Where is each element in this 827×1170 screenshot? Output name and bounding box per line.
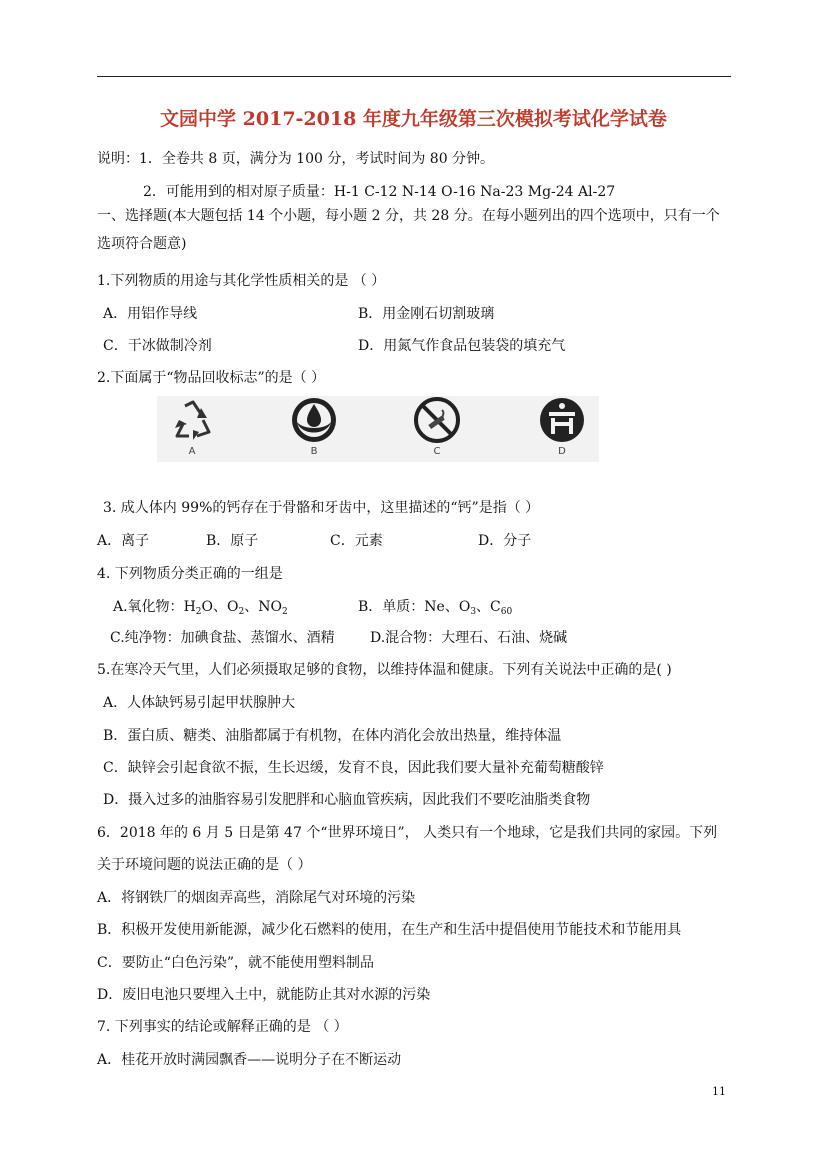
header-rule bbox=[97, 76, 731, 77]
question-3-option-d: D．分子 bbox=[478, 533, 532, 549]
question-4-stem: 4. 下列物质分类正确的一组是 bbox=[97, 566, 283, 582]
question-1-stem: 1.下列物质的用途与其化学性质相关的是 （ ） bbox=[97, 273, 386, 289]
question-7-option-a: A．桂花开放时满园飘香——说明分子在不断运动 bbox=[97, 1052, 402, 1068]
question-6-option-d: D．废旧电池只要埋入土中，就能防止其对水源的污染 bbox=[97, 987, 431, 1003]
question-3-option-b: B．原子 bbox=[206, 533, 259, 549]
question-4-option-a: A.氧化物：$H_2O$、$O_2$、$NO_2$ bbox=[113, 599, 288, 617]
notes-line-2: 2．可能用到的相对原子质量：H-1 C-12 N-14 O-16 Na-23 Mg-24 Al-27 bbox=[143, 184, 616, 200]
question-6-stem-line-2: 关于环境问题的说法正确的是（ ） bbox=[97, 857, 312, 873]
question-1-option-a: A．用铝作导线 bbox=[103, 306, 198, 322]
question-6-option-a: A．将钢铁厂的烟囱弄高些，消除尾气对环境的污染 bbox=[97, 890, 416, 906]
question-7-stem: 7. 下列事实的结论或解释正确的是 （ ） bbox=[97, 1019, 348, 1035]
symbol-label-d: D bbox=[558, 446, 566, 457]
question-6-stem-line-1: 6．2018 年的 6 月 5 日是第 47 个“世界环境日”， 人类只有一个地球，它是我们共同的家园。下列 bbox=[97, 825, 718, 841]
question-5-option-a: A．人体缺钙易引起甲状腺肿大 bbox=[103, 695, 296, 711]
question-3-option-c: C．元素 bbox=[330, 533, 383, 549]
water-saving-icon bbox=[279, 396, 349, 462]
question-4-option-d: D.混合物：大理石、石油、烧碱 bbox=[370, 630, 568, 646]
symbol-label-b: B bbox=[310, 446, 318, 457]
question-2-symbols bbox=[157, 396, 599, 462]
question-1-option-d: D．用氮气作食品包装袋的填充气 bbox=[358, 338, 566, 354]
question-5-option-c: C．缺锌会引起食欲不振，生长迟缓，发育不良，因此我们要大量补充葡萄糖酸锌 bbox=[103, 760, 604, 776]
question-6-option-b: B．积极开发使用新能源，减少化石燃料的使用，在生产和生活中提倡使用节能技术和节能用具 bbox=[97, 922, 682, 938]
symbol-label-a: A bbox=[188, 446, 196, 457]
question-5-option-b: B．蛋白质、糖类、油脂都属于有机物，在体内消化会放出热量，维持体温 bbox=[103, 728, 562, 744]
section-heading-line-1: 一、选择题(本大题包括 14 个小题，每小题 2 分，共 28 分。在每小题列出的四个选项中，只有一个 bbox=[97, 208, 720, 224]
question-4-option-c: C.纯净物：加碘食盐、蒸馏水、酒精 bbox=[110, 630, 335, 646]
page-number: 11 bbox=[712, 1085, 726, 1098]
question-5-stem: 5.在寒冷天气里，人们必须摄取足够的食物，以维持体温和健康。下列有关说法中正确的是( ) bbox=[97, 662, 672, 678]
no-smoking-icon bbox=[402, 396, 472, 462]
question-4-option-b: B．单质：Ne、$O_3$、$C_{60}$ bbox=[358, 599, 513, 617]
notes-line-1: 说明：1．全卷共 8 页，满分为 100 分，考试时间为 80 分钟。 bbox=[97, 151, 495, 167]
question-3-stem: 3. 成人体内 99%的钙存在于骨骼和牙齿中，这里描述的“钙”是指（ ） bbox=[103, 500, 540, 516]
question-2-stem: 2.下面属于“物品回收标志”的是（ ） bbox=[97, 370, 326, 386]
question-1-option-b: B．用金刚石切割玻璃 bbox=[358, 306, 495, 322]
section-heading-line-2: 选项符合题意) bbox=[97, 236, 187, 252]
symbol-label-c: C bbox=[433, 446, 441, 457]
energy-label-icon bbox=[527, 396, 597, 462]
question-3-option-a: A．离子 bbox=[97, 533, 150, 549]
page-title: 文园中学 2017-2018 年度九年级第三次模拟考试化学试卷 bbox=[160, 108, 667, 130]
question-5-option-d: D．摄入过多的油脂容易引发肥胖和心脑血管疾病，因此我们不要吃油脂类食物 bbox=[103, 792, 591, 808]
recycle-icon bbox=[157, 396, 227, 462]
question-1-option-c: C．干冰做制冷剂 bbox=[103, 338, 212, 354]
question-6-option-c: C．要防止“白色污染”，就不能使用塑料制品 bbox=[97, 955, 375, 971]
